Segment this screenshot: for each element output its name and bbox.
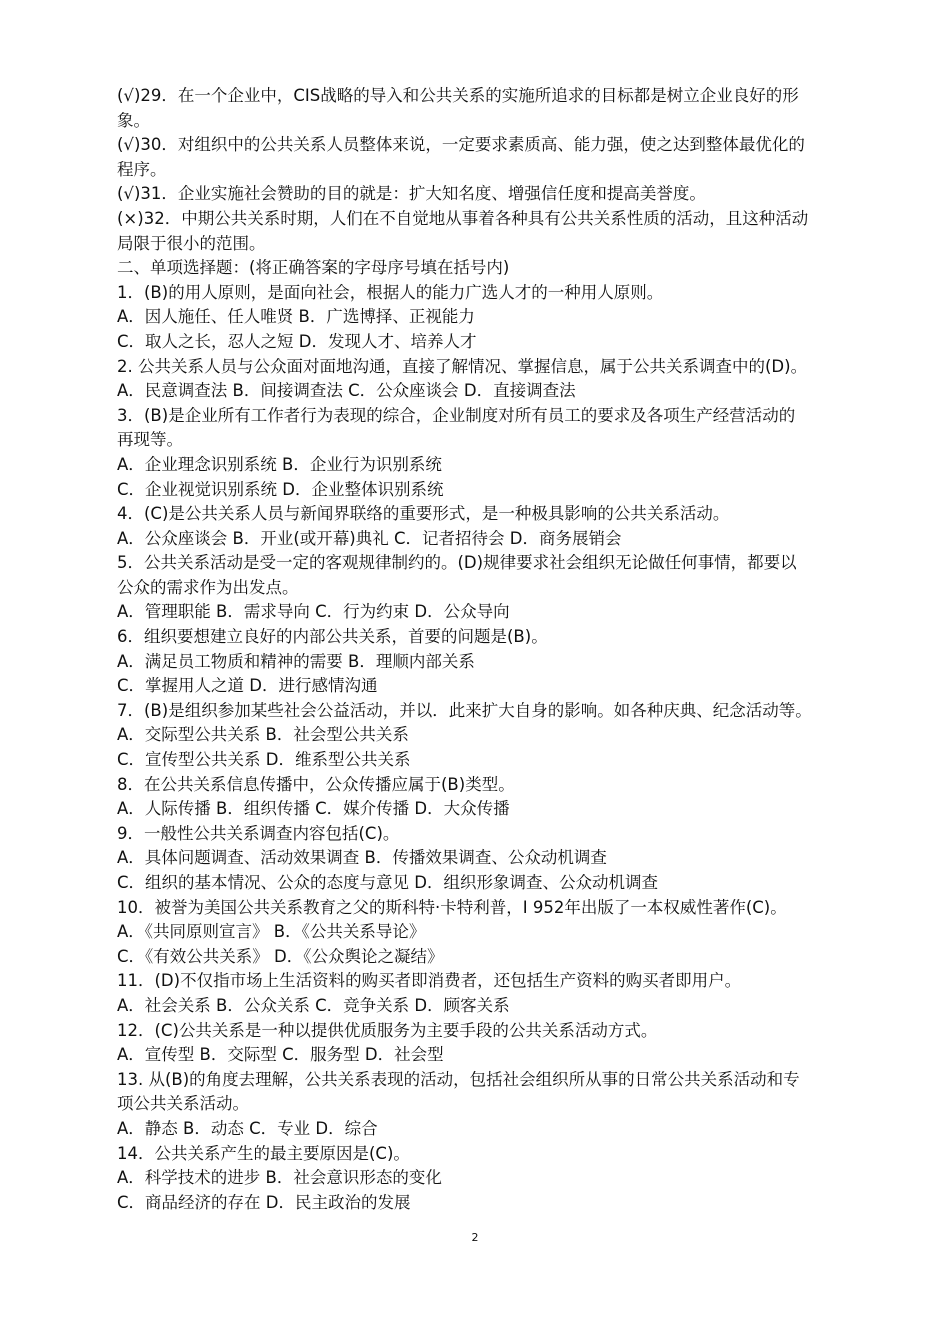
text-line: A．满足员工物质和精神的需要 B．理顺内部关系: [117, 651, 475, 671]
text-line: 象。: [117, 110, 150, 130]
text-line: 局限于很小的范围。: [117, 233, 266, 253]
text-line: A．管理职能 B．需求导向 C．行为约束 D．公众导向: [117, 602, 510, 622]
text-line: A．具体问题调查、活动效果调查 B．传播效果调查、公众动机调查: [117, 848, 607, 868]
page-number: 2: [471, 1231, 479, 1244]
text-line: 项公共关系活动。: [117, 1094, 249, 1114]
text-line: 11．(D)不仅指市场上生活资料的购买者即消费者，还包括生产资料的购买者即用户。: [117, 971, 742, 991]
text-line: 5．公共关系活动是受一定的客观规律制约的。(D)规律要求社会组织无论做任何事情，都要以: [117, 553, 797, 573]
text-line: A．静态 B．动态 C．专业 D．综合: [117, 1118, 378, 1138]
text-line: 9．一般性公共关系调查内容包括(C)。: [117, 823, 400, 843]
text-line: 2. 公共关系人员与公众面对面地沟通，直接了解情况、掌握信息，属于公共关系调查中的(D)。: [117, 356, 808, 376]
text-line: C．组织的基本情况、公众的态度与意见 D．组织形象调查、公众动机调查: [117, 873, 658, 892]
text-line: 1．(B)的用人原则，是面向社会，根据人的能力广选人才的一种用人原则。: [117, 282, 664, 302]
text-line: A．社会关系 B．公众关系 C．竞争关系 D．顾客关系: [117, 995, 510, 1015]
text-line: A．民意调查法 B．间接调查法 C．公众座谈会 D．直接调查法: [117, 381, 576, 401]
text-line: A．科学技术的进步 B．社会意识形态的变化: [117, 1168, 442, 1188]
text-line: 3．(B)是企业所有工作者行为表现的综合，企业制度对所有员工的要求及各项生产经营活动的: [117, 405, 796, 425]
text-line: C．《有效公共关系》 D．《公众舆论之凝结》: [117, 946, 444, 966]
text-line: 二、单项选择题：(将正确答案的字母序号填在括号内): [117, 258, 510, 278]
text-line: (√)29．在一个企业中，CIS战略的导入和公共关系的实施所追求的目标都是树立企业良好的形: [117, 86, 799, 105]
text-line: (√)31．企业实施社会赞助的目的就是：扩大知名度、增强信任度和提高美誉度。: [117, 184, 706, 204]
document-body: [117, 84, 899, 1215]
text-line: 再现等。: [117, 430, 183, 450]
text-line: A．交际型公共关系 B．社会型公共关系: [117, 725, 409, 745]
text-line: 8．在公共关系信息传播中，公众传播应属于(B)类型。: [117, 774, 515, 794]
text-line: 10．被誉为美国公共关系教育之父的斯科特·卡特利普，I 952年出版了一本权威性著作(C)。: [117, 897, 787, 917]
text-line: (×)32．中期公共关系时期，人们在不自觉地从事着各种具有公共关系性质的活动，且这种活动: [117, 208, 809, 228]
text-line: A．因人施任、任人唯贤 B．广选博择、正视能力: [117, 307, 475, 327]
text-line: C．商品经济的存在 D．民主政治的发展: [117, 1192, 411, 1212]
text-line: 7．(B)是组织参加某些社会公益活动，并以．此来扩大自身的影响。如各种庆典、纪念活动等。: [117, 700, 812, 720]
text-line: C．掌握用人之道 D．进行感情沟通: [117, 676, 378, 696]
text-line: (√)30．对组织中的公共关系人员整体来说，一定要求素质高、能力强，使之达到整体最优化的: [117, 135, 805, 155]
text-line: A．企业理念识别系统 B．企业行为识别系统: [117, 454, 442, 474]
text-line: A．人际传播 B．组织传播 C．媒介传播 D．大众传播: [117, 799, 510, 819]
text-line: A．《共同原则宣言》 B．《公共关系导论》: [117, 922, 426, 942]
text-line: 6．组织要想建立良好的内部公共关系，首要的问题是(B)。: [117, 627, 548, 647]
text-line: A．宣传型 B．交际型 C．服务型 D．社会型: [117, 1045, 444, 1065]
text-line: 4．(C)是公共关系人员与新闻界联络的重要形式，是一种极具影响的公共关系活动。: [117, 504, 730, 524]
text-line: C．宣传型公共关系 D．维系型公共关系: [117, 750, 411, 770]
text-line: A．公众座谈会 B．开业(或开幕)典礼 C．记者招待会 D．商务展销会: [117, 528, 622, 548]
text-line: C．取人之长，忍人之短 D．发现人才、培养人才: [117, 331, 477, 351]
text-line: 13. 从(B)的角度去理解，公共关系表现的活动，包括社会组织所从事的日常公共关系活动和专: [117, 1069, 800, 1089]
text-line: 14．公共关系产生的最主要原因是(C)。: [117, 1143, 410, 1163]
text-line: 公众的需求作为出发点。: [117, 577, 299, 597]
text-line: C．企业视觉识别系统 D．企业整体识别系统: [117, 479, 444, 499]
text-line: 12．(C)公共关系是一种以提供优质服务为主要手段的公共关系活动方式。: [117, 1020, 658, 1040]
text-line: 程序。: [117, 159, 167, 179]
